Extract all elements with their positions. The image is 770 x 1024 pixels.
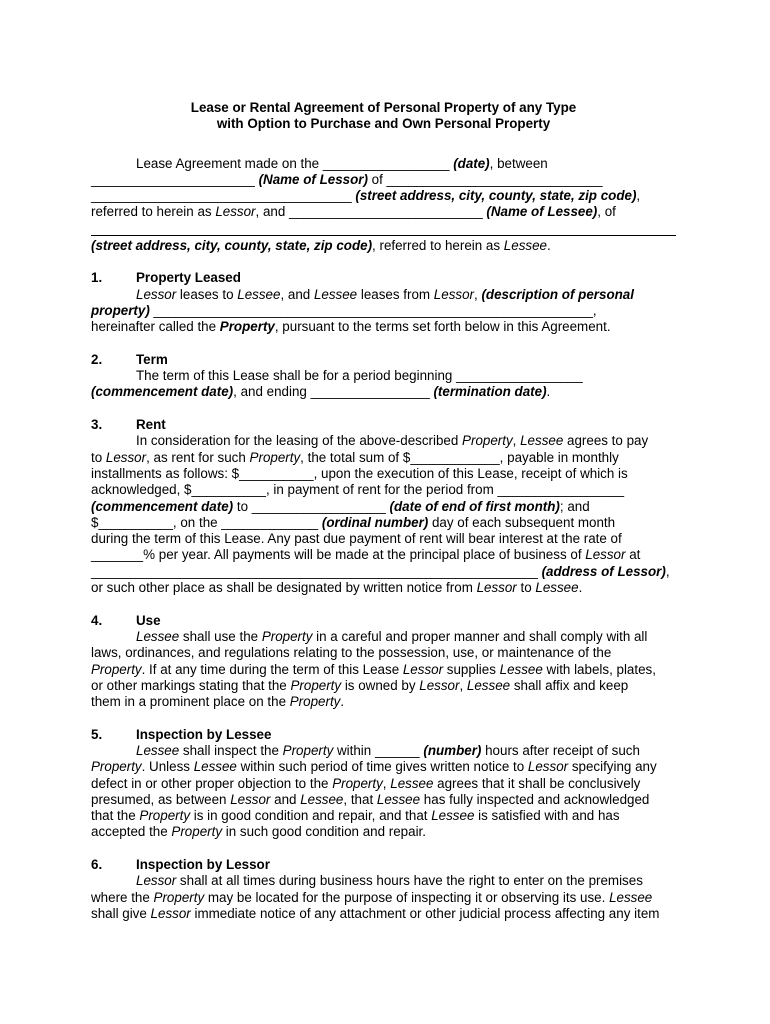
text-run: Lessee	[520, 433, 564, 449]
text-run: Property	[219, 319, 275, 335]
text-run: (street address, city, county, state, zip code)	[91, 237, 373, 253]
text-run: accepted the	[91, 824, 172, 840]
text-run: or other markings stating that the	[91, 677, 291, 693]
text-run: (Name of Lessee)	[486, 204, 598, 220]
text-run: $__________, on the _____________	[91, 514, 322, 530]
text-run: Lessee	[300, 791, 344, 807]
text-run: Property	[289, 694, 341, 710]
text-line	[91, 776, 676, 792]
text-run: Lessee	[499, 661, 543, 677]
text-run: ____________________________________________________________	[91, 563, 542, 579]
text-line	[91, 482, 676, 498]
text-run: Inspection by Lessee	[136, 726, 272, 742]
title-line-1: Lease or Rental Agreement of Personal Property of any Type	[190, 100, 577, 115]
section-term	[91, 352, 676, 401]
text-run: ,	[665, 563, 670, 579]
section-heading	[91, 352, 676, 368]
text-run: Property	[462, 433, 513, 449]
text-run: , between	[489, 155, 548, 171]
text-run: (date)	[453, 155, 490, 171]
text-run: ,	[636, 188, 641, 204]
text-line	[91, 450, 676, 466]
text-run: in a careful and proper manner and shall comply with all	[312, 628, 648, 644]
text-run: The term of this Lease shall be for a period beginning _________________	[136, 368, 583, 384]
section-heading	[91, 270, 676, 286]
text-run: (date of end of first month)	[389, 498, 560, 514]
text-run: 4.	[91, 612, 103, 628]
text-run: Lessor	[476, 580, 517, 596]
text-run: Lessee	[431, 808, 475, 824]
text-run: (street address, city, county, state, zip code)	[355, 188, 637, 204]
text-run: shall at all times during business hours have the right to enter on the premises	[176, 873, 643, 889]
text-run: (commencement date)	[91, 384, 234, 400]
text-run: Lessor	[215, 204, 256, 220]
text-run: day of each subsequent month	[428, 514, 616, 530]
text-run: at	[625, 547, 641, 563]
text-run: shall inspect the	[179, 742, 283, 758]
text-run: Property	[91, 759, 142, 775]
intro-line	[91, 188, 676, 204]
text-run: Lessee	[136, 628, 180, 644]
text-run: supplies	[443, 661, 500, 677]
text-run: leases from	[357, 286, 434, 302]
text-run: of _____________________________	[367, 171, 603, 187]
text-run: has fully inspected and acknowledged	[420, 791, 650, 807]
text-run: presumed, as between	[91, 791, 231, 807]
text-line	[91, 564, 676, 580]
text-run: .	[546, 384, 551, 400]
text-line	[91, 515, 676, 531]
text-run: ______________________	[91, 171, 259, 187]
text-line	[91, 694, 676, 710]
text-line	[91, 792, 676, 808]
intro-line	[91, 238, 676, 254]
text-line	[91, 499, 676, 515]
text-line	[91, 890, 676, 906]
text-run: Lessor	[402, 661, 444, 677]
text-run: , and __________________________	[255, 204, 487, 220]
text-run: , that	[343, 791, 377, 807]
text-run: (termination date)	[433, 384, 547, 400]
text-run: 3.	[91, 417, 103, 433]
text-run: hours after receipt of such	[481, 742, 640, 758]
section-heading	[91, 417, 676, 433]
text-run: with labels, plates,	[542, 661, 656, 677]
text-run: (Name of Lessor)	[258, 171, 368, 187]
text-run: Lessee	[390, 775, 434, 791]
text-run: Use	[136, 612, 161, 628]
text-run: .	[340, 694, 345, 710]
text-run: to __________________	[233, 498, 390, 514]
text-line	[91, 384, 676, 400]
text-run: Property	[171, 824, 223, 840]
text-run: shall give	[91, 905, 151, 921]
text-run: ; and	[559, 498, 590, 514]
text-line	[91, 824, 676, 840]
text-line	[91, 287, 676, 303]
text-line	[91, 303, 676, 319]
text-run: , referred to herein as	[372, 237, 504, 253]
text-run: . If at any time during the term of this Lease	[141, 661, 403, 677]
text-run: is in good condition and repair, and that	[190, 808, 432, 824]
text-run: Lessor	[105, 449, 147, 465]
text-run: Property	[139, 808, 191, 824]
text-run: Term	[136, 351, 168, 367]
text-run: Lessee	[503, 237, 547, 253]
text-line	[91, 433, 676, 449]
text-run: Property	[290, 677, 342, 693]
text-run: 1.	[91, 270, 103, 286]
section-heading	[91, 613, 676, 629]
text-line	[91, 873, 676, 889]
text-line	[91, 808, 676, 824]
text-run: Lessee	[535, 580, 579, 596]
section-inspection-by-lessee	[91, 727, 676, 841]
document-body	[91, 100, 676, 922]
blank-rule	[91, 221, 676, 236]
text-line	[91, 743, 676, 759]
text-run: defect in or other proper objection to the	[91, 775, 333, 791]
text-run: shall affix and keep	[510, 677, 629, 693]
text-run: installments as follows: $__________, upon the execution of this Lease, receipt of which is	[91, 465, 628, 481]
text-run: Rent	[136, 417, 166, 433]
text-run: where the	[91, 889, 154, 905]
text-run: or such other place as shall be designated by written notice from	[91, 580, 477, 596]
section-property-leased	[91, 270, 676, 335]
text-run: (ordinal number)	[321, 514, 429, 530]
text-run: Property	[91, 661, 142, 677]
text-run: within ______	[333, 742, 424, 758]
text-run: Lease Agreement made on the _________________	[136, 155, 454, 171]
text-run: 5.	[91, 726, 103, 742]
text-run: ,	[512, 433, 521, 449]
text-run: Property	[249, 449, 301, 465]
text-run: in such good condition and repair.	[222, 824, 426, 840]
text-run: Lessor	[585, 547, 626, 563]
text-run: Lessor	[136, 286, 177, 302]
text-run: Property	[261, 628, 313, 644]
text-run: and	[270, 791, 301, 807]
text-run: Lessee	[193, 759, 237, 775]
text-run: to	[516, 580, 536, 596]
text-run: In consideration for the leasing of the above-described	[136, 433, 463, 449]
text-run: , and	[280, 286, 314, 302]
text-line	[91, 547, 676, 563]
text-line	[91, 759, 676, 775]
text-run: to	[91, 449, 106, 465]
text-run: ___________________________________________________________,	[149, 302, 597, 318]
text-run: , the total sum of $____________, payable in monthly	[300, 449, 619, 465]
text-line	[91, 645, 676, 661]
text-line	[91, 319, 676, 335]
text-run: immediate notice of any attachment or other judicial process affecting any item	[190, 905, 660, 921]
text-run: Lessor	[150, 905, 191, 921]
text-run: (commencement date)	[91, 498, 234, 514]
text-run: acknowledged, $__________, in payment of rent for the period from _________________	[91, 482, 625, 498]
text-run: (description of personal	[481, 286, 634, 302]
title-line-2: with Option to Purchase and Own Personal Property	[216, 116, 551, 132]
text-run: Lessor	[230, 791, 271, 807]
section-heading	[91, 857, 676, 873]
text-run: Lessor	[433, 286, 474, 302]
text-run: may be located for the purpose of inspecting it or observing its use.	[204, 889, 610, 905]
text-run: ___________________________________	[91, 188, 356, 204]
text-run: agrees that it shall be conclusively	[433, 775, 641, 791]
text-run: Lessee	[237, 286, 281, 302]
text-line	[91, 368, 676, 384]
text-run: Lessor	[419, 677, 460, 693]
text-run: , of	[597, 204, 616, 220]
text-line	[91, 906, 676, 922]
text-run: Lessee	[466, 677, 511, 693]
text-run: leases to	[176, 286, 238, 302]
text-run: is satisfied with and has	[474, 808, 620, 824]
text-run: is owned by	[341, 677, 420, 693]
text-run: during the term of this Lease. Any past due payment of rent will bear interest at the rate of	[91, 531, 622, 547]
text-run: . Unless	[141, 759, 194, 775]
text-run: Lessee	[136, 742, 180, 758]
text-run: within such period of time gives written notice to	[236, 759, 528, 775]
text-run: Lessor	[527, 759, 569, 775]
document-title	[91, 100, 676, 133]
text-run: Lessor	[136, 873, 177, 889]
text-run: , as rent for such	[146, 449, 250, 465]
intro-line	[91, 156, 676, 172]
text-run: (number)	[423, 742, 482, 758]
text-run: that the	[91, 808, 140, 824]
text-run: Lessee	[609, 889, 653, 905]
text-run: .	[546, 237, 551, 253]
text-run: ,	[474, 286, 482, 302]
text-line	[91, 662, 676, 678]
text-run: Property	[332, 775, 383, 791]
text-run: Inspection by Lessor	[136, 857, 270, 873]
section-heading	[91, 727, 676, 743]
intro-paragraph	[91, 156, 676, 254]
text-run: _______% per year. All payments will be made at the principal place of business of	[91, 547, 586, 563]
text-run: , pursuant to the terms set forth below in this Agreement.	[274, 319, 611, 335]
text-run: 2.	[91, 351, 103, 367]
section-use	[91, 613, 676, 711]
section-inspection-by-lessor	[91, 857, 676, 922]
text-run: (address of Lessor)	[541, 563, 666, 579]
text-line	[91, 678, 676, 694]
text-run: ,	[382, 775, 391, 791]
section-rent	[91, 417, 676, 596]
text-run: laws, ordinances, and regulations relating to the possession, use, or maintenance of the	[91, 645, 612, 661]
text-run: ,	[459, 677, 467, 693]
text-run: 6.	[91, 857, 103, 873]
text-run: agrees to pay	[563, 433, 649, 449]
text-run: Property Leased	[136, 270, 241, 286]
text-line	[91, 466, 676, 482]
text-line	[91, 580, 676, 596]
text-run: them in a prominent place on the	[91, 694, 290, 710]
text-run: hereinafter called the	[91, 319, 220, 335]
text-run: specifying any	[568, 759, 657, 775]
text-line	[91, 629, 676, 645]
text-run: property)	[91, 302, 150, 318]
text-run: referred to herein as	[91, 204, 216, 220]
intro-line	[91, 204, 676, 220]
text-run: Property	[282, 742, 334, 758]
text-run: Lessee	[313, 286, 358, 302]
intro-line	[91, 172, 676, 188]
text-run: .	[578, 580, 583, 596]
text-run: Lessee	[376, 791, 421, 807]
text-line	[91, 531, 676, 547]
text-run: , and ending ________________	[233, 384, 434, 400]
text-run: Property	[153, 889, 205, 905]
text-run: shall use the	[179, 628, 262, 644]
